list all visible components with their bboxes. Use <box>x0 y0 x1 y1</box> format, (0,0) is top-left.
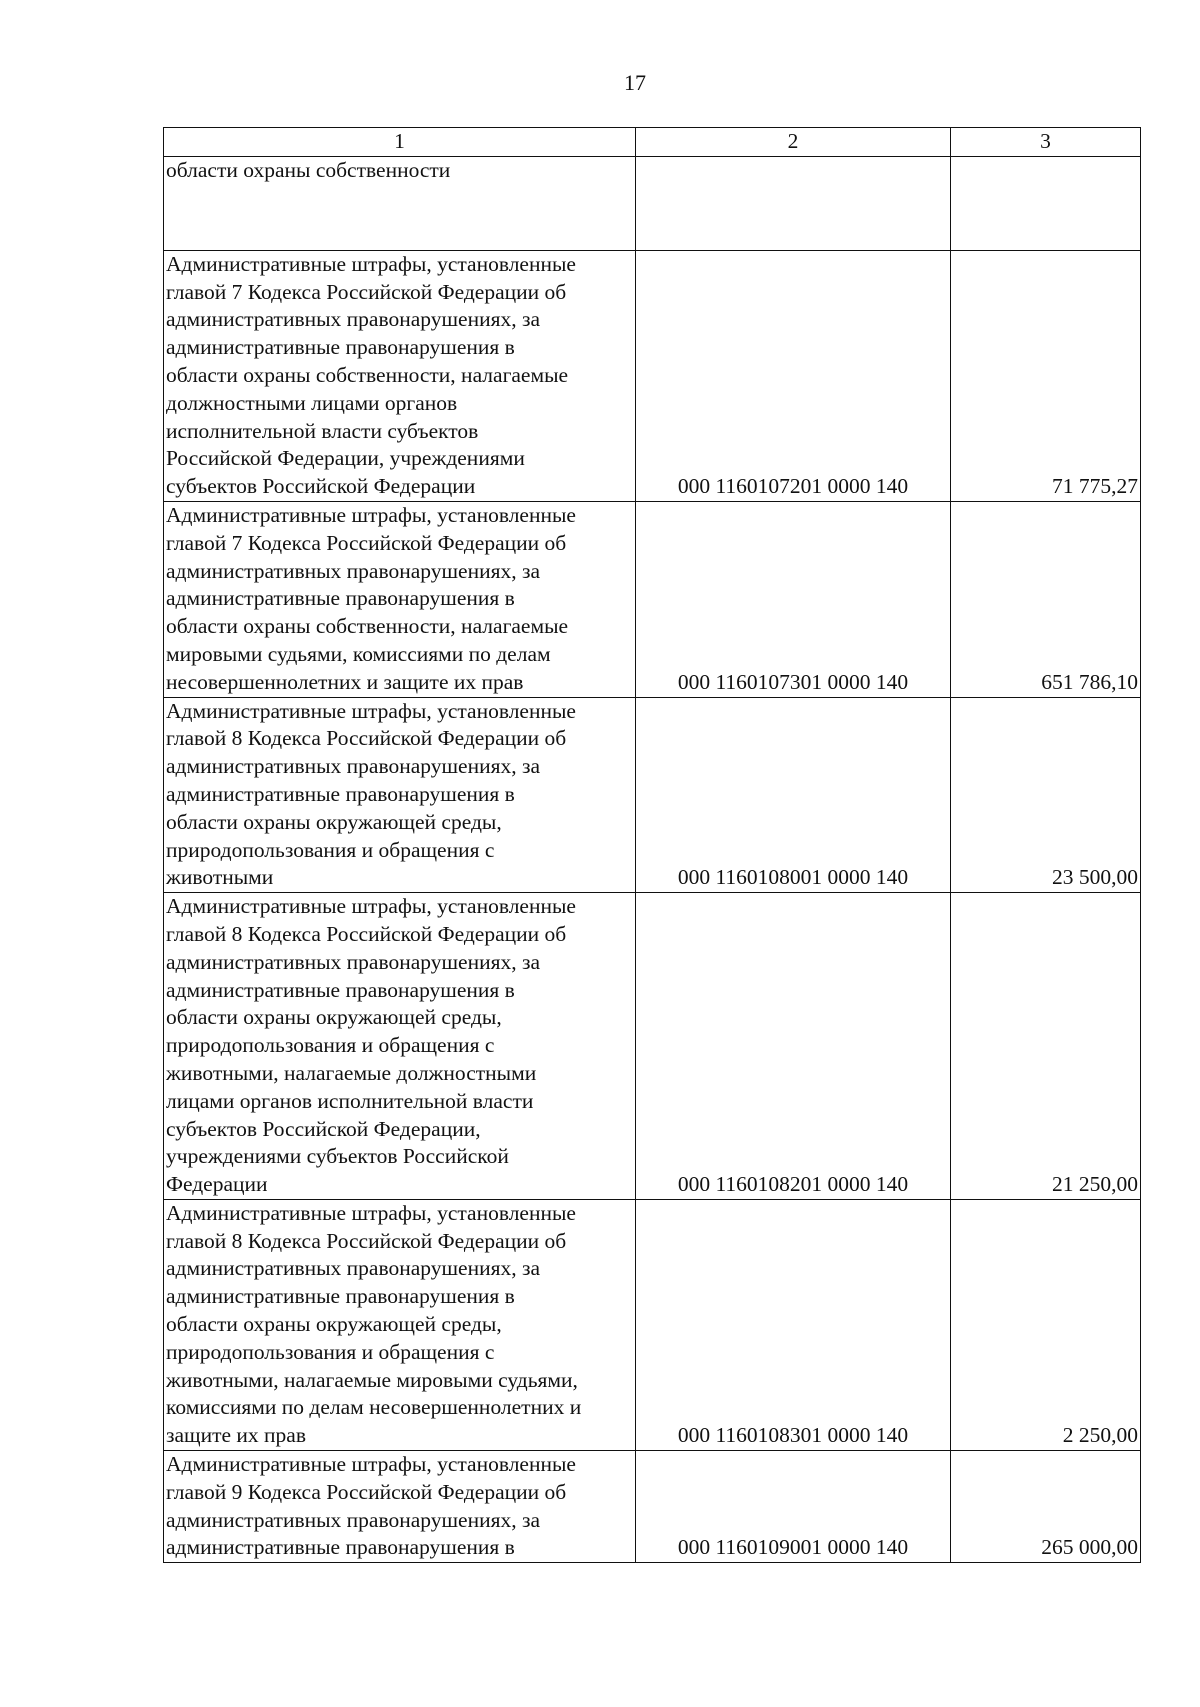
row-description: Административные штрафы, установленные главой 7 Кодекса Российской Федерации об административных правонарушениях, за административные правонарушения в области охраны собственности, налагаемые должностными лицами органов исполнительной власти субъектов Российской Федерации, учреждениями субъектов Российской Федерации <box>164 250 636 501</box>
row-description: Административные штрафы, установленные главой 8 Кодекса Российской Федерации об административных правонарушениях, за административные правонарушения в области охраны окружающей среды, природопользования и обращения с животными <box>164 697 636 893</box>
table-row <box>164 156 1141 250</box>
row-description: области охраны собственности <box>164 156 636 250</box>
table-row <box>164 1451 1141 1563</box>
row-description: Административные штрафы, установленные главой 7 Кодекса Российской Федерации об административных правонарушениях, за административные правонарушения в области охраны собственности, налагаемые мировыми судьями, комиссиями по делам несовершеннолетних и защите их прав <box>164 501 636 697</box>
table-row <box>164 893 1141 1200</box>
budget-table <box>163 127 1141 1563</box>
row-description: Административные штрафы, установленные главой 9 Кодекса Российской Федерации об административных правонарушениях, за административные правонарушения в <box>164 1451 636 1563</box>
row-code <box>636 156 951 250</box>
table-row <box>164 1199 1141 1450</box>
column-header-1: 1 <box>164 128 636 157</box>
row-amount: 651 786,10 <box>951 501 1141 697</box>
row-amount: 265 000,00 <box>951 1451 1141 1563</box>
table-header-row <box>164 128 1141 157</box>
row-code: 000 1160108001 0000 140 <box>636 697 951 893</box>
row-description: Административные штрафы, установленные главой 8 Кодекса Российской Федерации об административных правонарушениях, за административные правонарушения в области охраны окружающей среды, природопользования и обращения с животными, налагаемые мировыми судьями, комиссиями по делам несовершеннолетних и защите их прав <box>164 1199 636 1450</box>
row-description: Административные штрафы, установленные главой 8 Кодекса Российской Федерации об административных правонарушениях, за административные правонарушения в области охраны окружающей среды, природопользования и обращения с животными, налагаемые должностными лицами органов исполнительной власти субъектов Российской Федерации, учреждениями субъектов Российской Федерации <box>164 893 636 1200</box>
table-row <box>164 501 1141 697</box>
row-amount: 23 500,00 <box>951 697 1141 893</box>
row-code: 000 1160107301 0000 140 <box>636 501 951 697</box>
row-code: 000 1160108201 0000 140 <box>636 893 951 1200</box>
row-amount: 21 250,00 <box>951 893 1141 1200</box>
page-number: 17 <box>624 70 646 95</box>
table-row <box>164 697 1141 893</box>
row-code: 000 1160109001 0000 140 <box>636 1451 951 1563</box>
row-amount <box>951 156 1141 250</box>
column-header-3: 3 <box>951 128 1141 157</box>
row-amount: 71 775,27 <box>951 250 1141 501</box>
row-code: 000 1160107201 0000 140 <box>636 250 951 501</box>
column-header-2: 2 <box>636 128 951 157</box>
row-code: 000 1160108301 0000 140 <box>636 1199 951 1450</box>
row-amount: 2 250,00 <box>951 1199 1141 1450</box>
table-row <box>164 250 1141 501</box>
